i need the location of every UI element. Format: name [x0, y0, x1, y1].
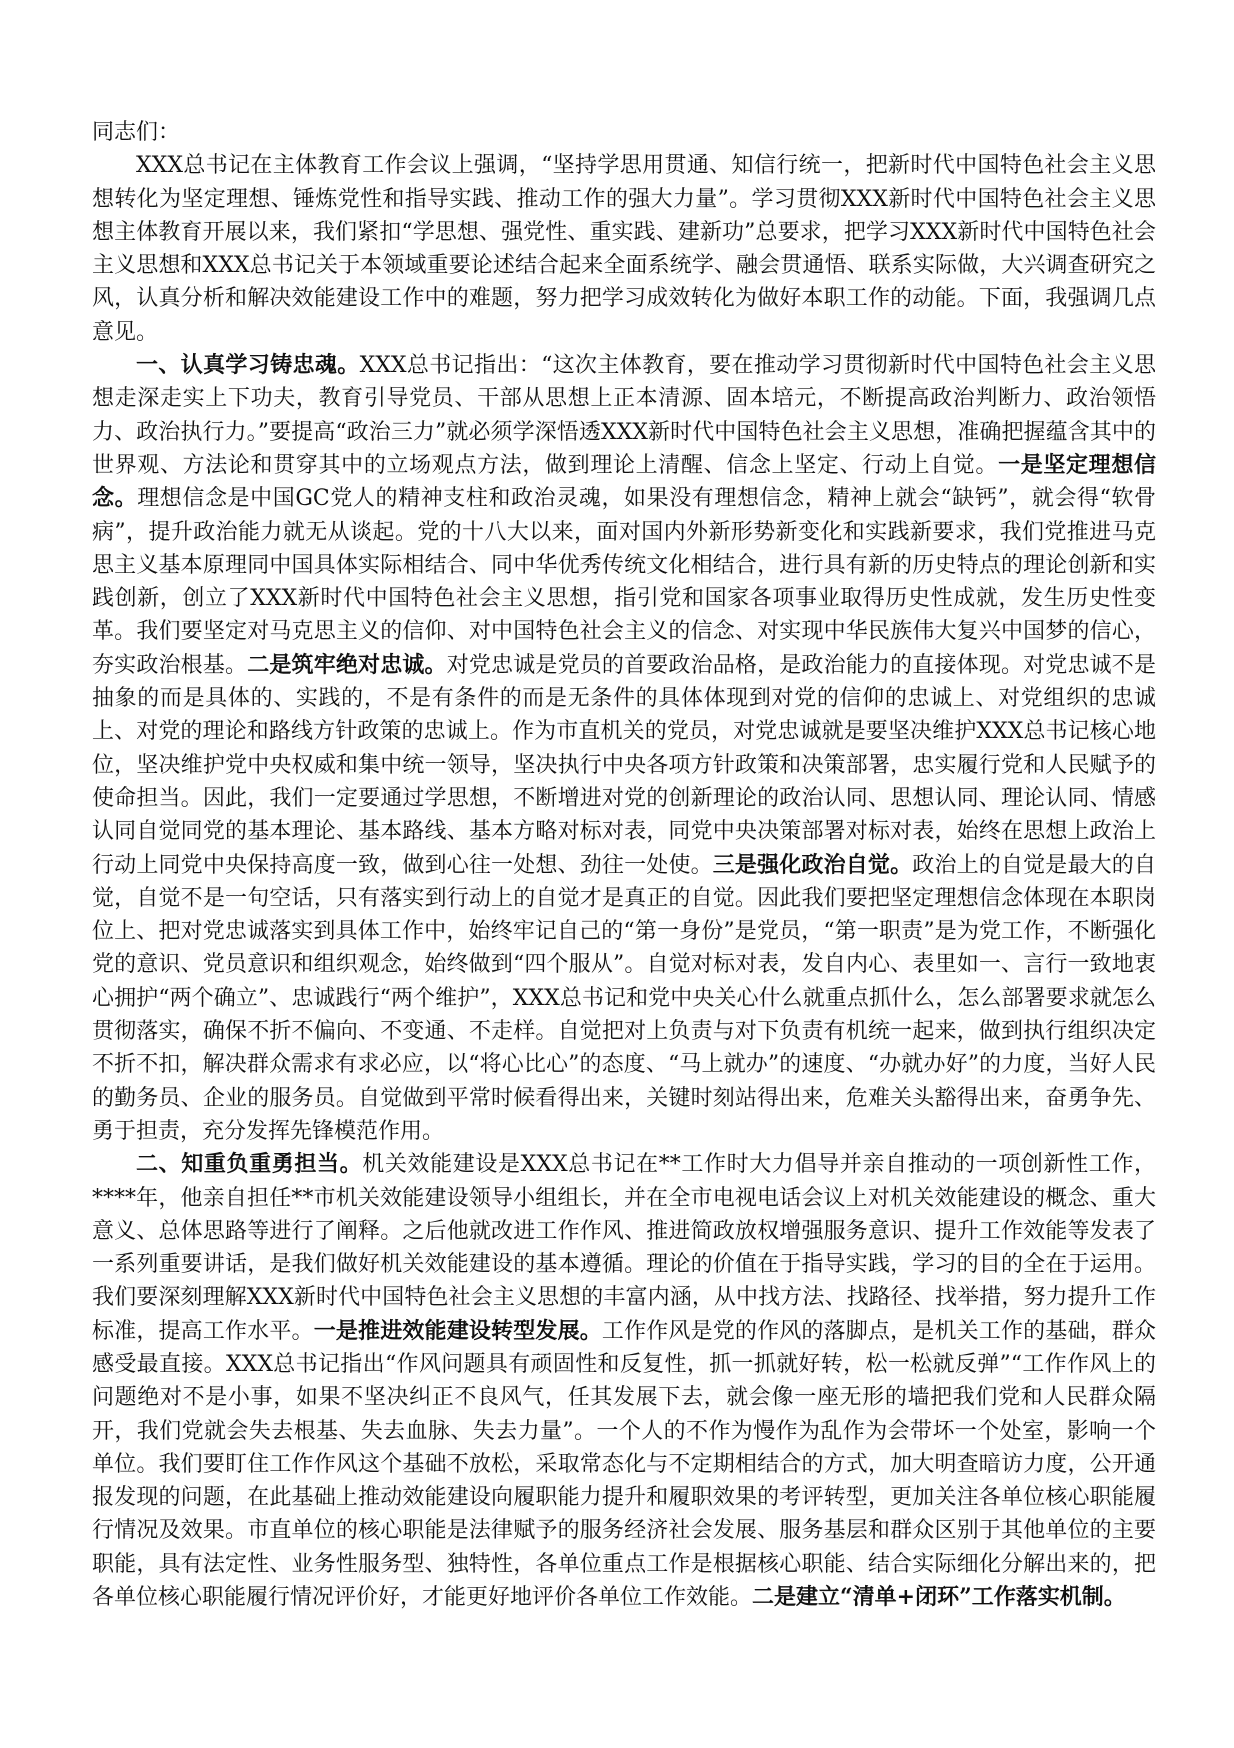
section-heading: 二、知重负重勇担当。 [136, 1151, 363, 1178]
subpoint-heading: 一是坚定理想信念。 [92, 451, 1156, 512]
section-heading: 一、认真学习铸忠魂。 [136, 352, 360, 379]
paragraph-section-one [92, 349, 1156, 1148]
subpoint-heading: 二是筑牢绝对忠诚。 [247, 651, 447, 678]
subpoint-heading: 三是强化政治自觉。 [712, 851, 913, 878]
salutation: 同志们： [92, 120, 181, 145]
paragraph-text: 政治上的自觉是最大的自觉，自觉不是一句空话，只有落实到行动上的自觉才是真正的自觉。因此我们要把坚定理想信念体现在本职岗位上、把对党忠诚落实到具体工作中，始终牢记自己的“第一身份”是党员，“第一职责”是为党工作，不断强化党的意识、党员意识和组织观念，始终做到“四个服从”。自觉对标对表，发自内心、表里如一、言行一致地衷心拥护“两个确立”、忠诚践行“两个维护”，XXX总书记和党中央关心什么就重点抓什么，怎么部署要求就怎么贯彻落实，确保不折不偏向、不变通、不走样。自觉把对上负责与对下负责有机统一起来，做到执行组织决定不折不扣，解决群众需求有求必应，以“将心比心”的态度、“马上就办”的速度、“办就办好”的力度，当好人民的勤务员、企业的服务员。自觉做到平常时候看得出来，关键时刻站得出来，危难关头豁得出来，奋勇争先、勇于担责，充分发挥先锋模范作用。 [92, 852, 1156, 1144]
paragraph-intro [92, 149, 1156, 349]
paragraph-text: 对党忠诚是党员的首要政治品格，是政治能力的直接体现。对党忠诚不是抽象的而是具体的、实践的，不是有条件的而是无条件的具体体现到对党的信仰的忠诚上、对党组织的忠诚上、对党的理论和路线方针政策的忠诚上。作为市直机关的党员，对党忠诚就是要坚决维护XXX总书记核心地位，坚决维护党中央权威和集中统一领导，坚决执行中央各项方针政策和决策部署，忠实履行党和人民赋予的使命担当。因此，我们一定要通过学思想，不断增进对党的创新理论的政治认同、思想认同、理论认同、情感认同自觉同党的基本理论、基本路线、基本方略对标对表，同党中央决策部署对标对表，始终在思想上政治上行动上同党中央保持高度一致，做到心往一处想、劲往一处使。 [92, 652, 1156, 878]
paragraph-text: 工作作风是党的作风的落脚点，是机关工作的基础，群众感受最直接。XXX总书记指出“作风问题具有顽固性和反复性，抓一抓就好转，松一松就反弹”“工作作风上的问题绝对不是小事，如果不坚决纠正不良风气，任其发展下去，就会像一座无形的墙把我们党和人民群众隔开，我们党就会失去根基、失去血脉、失去力量”。一个人的不作为慢作为乱作为会带坏一个处室，影响一个单位。我们要盯住工作作风这个基础不放松，采取常态化与不定期相结合的方式，加大明查暗访力度，公开通报发现的问题，在此基础上推动效能建设向履职能力提升和履职效果的考评转型，更加关注各单位核心职能履行情况及效果。市直单位的核心职能是法律赋予的服务经济社会发展、服务基层和群众区别于其他单位的主要职能，具有法定性、业务性服务型、独特性，各单位重点工作是根据核心职能、结合实际细化分解出来的，把各单位核心职能履行情况评价好，才能更好地评价各单位工作效能。 [92, 1318, 1156, 1611]
document-page [92, 116, 1156, 1614]
paragraph-text: XXX总书记在主体教育工作会议上强调，“坚持学思用贯通、知信行统一，把新时代中国特色社会主义思想转化为坚定理想、锤炼党性和指导实践、推动工作的强大力量”。学习贯彻XXX新时代中国特色社会主义思想主体教育开展以来，我们紧扣“学思想、强党性、重实践、建新功”总要求，把学习XXX新时代中国特色社会主义思想和XXX总书记关于本领域重要论述结合起来全面系统学、融会贯通悟、联系实际做，大兴调查研究之风，认真分析和解决效能建设工作中的难题，努力把学习成效转化为做好本职工作的动能。下面，我强调几点意见。 [92, 153, 1156, 345]
paragraph-text: 理想信念是中国GC党人的精神支柱和政治灵魂，如果没有理想信念，精神上就会“缺钙”，就会得“软骨病”，提升政治能力就无从谈起。党的十八大以来，面对国内外新形势新变化和实践新要求，我们党推进马克思主义基本原理同中国具体实际相结合、同中华优秀传统文化相结合，进行具有新的历史特点的理论创新和实践创新，创立了XXX新时代中国特色社会主义思想，指引党和国家各项事业取得历史性成就，发生历史性变革。我们要坚定对马克思主义的信仰、对中国特色社会主义的信念、对实现中华民族伟大复兴中国梦的信心，夯实政治根基。 [92, 486, 1156, 678]
subpoint-heading: 二是建立“清单+闭环”工作落实机制。 [752, 1584, 1126, 1611]
paragraph-text: XXX总书记指出：“这次主体教育，要在推动学习贯彻新时代中国特色社会主义思想走深走实上下功夫，教育引导党员、干部从思想上正本清源、固本培元，不断提高政治判断力、政治领悟力、政治执行力。”要提高“政治三力”就必须学深悟透XXX新时代中国特色社会主义思想，准确把握蕴含其中的世界观、方法论和贯穿其中的立场观点方法，做到理论上清醒、信念上坚定、行动上自觉。 [92, 353, 1156, 478]
paragraph-text: 机关效能建设是XXX总书记在**工作时大力倡导并亲自推动的一项创新性工作，****年，他亲自担任**市机关效能建设领导小组组长，并在全市电视电话会议上对机关效能建设的概念、重大意义、总体思路等进行了阐释。之后他就改进工作作风、推进简政放权增强服务意识、提升工作效能等发表了一系列重要讲话，是我们做好机关效能建设的基本遵循。理论的价值在于指导实践，学习的目的全在于运用。我们要深刻理解XXX新时代中国特色社会主义思想的丰富内涵，从中找方法、找路径、找举措，努力提升工作标准，提高工作水平。 [92, 1152, 1156, 1344]
paragraph-section-two [92, 1148, 1156, 1614]
subpoint-heading: 一是推进效能建设转型发展。 [313, 1317, 602, 1344]
